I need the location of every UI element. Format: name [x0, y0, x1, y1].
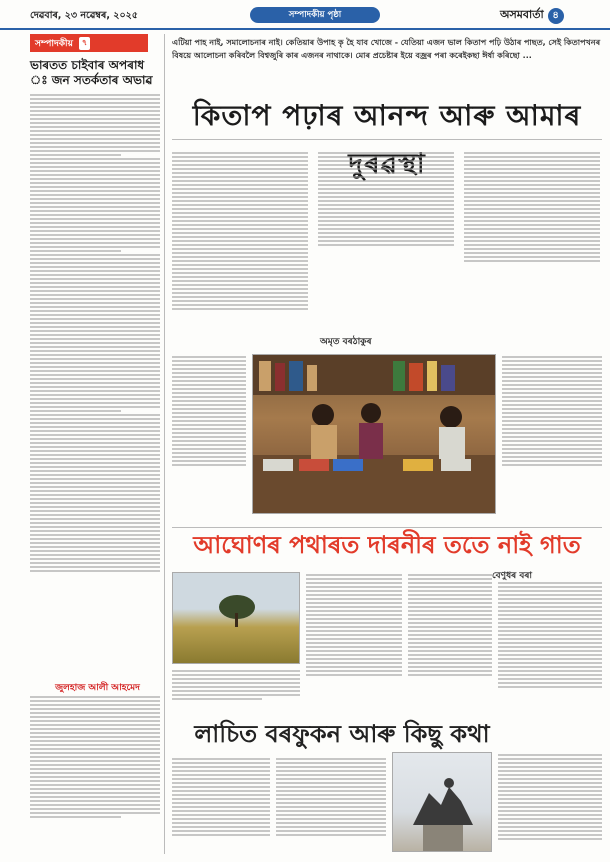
feature3-column-1	[172, 756, 270, 838]
masthead-name: অসমবাৰ্তা	[500, 8, 544, 21]
bookstore-photo	[252, 354, 496, 514]
editorial-title: ভাৰতত চাইবাৰ অপৰাধ ঃ জন সতৰ্কতাৰ অভাৱ	[30, 58, 153, 87]
feature-column-right	[502, 354, 602, 468]
feature3-column-2	[276, 756, 386, 838]
section-label: সম্পাদকীয় পৃষ্ঠা	[250, 7, 380, 23]
editorial-body-lower	[30, 694, 160, 820]
statue-illustration	[393, 753, 492, 852]
feature-column-3	[464, 150, 600, 264]
bookstore-illustration	[253, 355, 496, 514]
paddy-field-photo	[172, 572, 300, 664]
feature3-column-3	[498, 752, 602, 842]
feature-column-continued	[172, 354, 246, 468]
feature-byline: অমৃত বৰঠাকুৰ	[320, 337, 372, 347]
feature-column-1	[172, 150, 308, 312]
feature2-headline: আঘোণৰ পথাৰত দাৰনীৰ ততে নাই গাত	[172, 527, 602, 561]
masthead	[500, 6, 564, 25]
feature2-column-3	[408, 572, 492, 678]
editorial-body	[30, 94, 160, 572]
page-header	[0, 0, 610, 30]
lachit-statue-photo	[392, 752, 492, 852]
feature2-kicker: বেণুধৰ বৰা	[492, 571, 533, 581]
pull-quote: এটিয়া পাহ নাই, সমালোচনাৰ নাই। কেতিয়াৰ উপাহ কৃ হৈ যাব খোজে - যেতিয়া এজন ভাল কিতাপ পঢ়ি উঠাৰ পাছত, সেই কিতাপখনৰ বিষয়ে আলোচনা কৰিবলৈ বিশ্বজুৰি কাৰ এজনৰ নাথাকে। মোৰ প্ৰচেষ্টাৰ ইয়ে বজ্ৰৰ পৰা কৰেইকছা ঈৰ্ষা কৰিছো ...	[172, 38, 601, 60]
editorial-badge-number: ৭	[79, 37, 90, 50]
feature-column-2	[318, 150, 454, 248]
editorial-author: জুলহাজ আলী আহমেদ	[55, 683, 140, 693]
feature-headline: কিতাপ পঢ়াৰ আনন্দ আৰু আমাৰ	[172, 92, 602, 140]
paddy-field-illustration	[173, 573, 300, 664]
feature2-column-2	[306, 572, 402, 678]
feature2-column-4	[498, 580, 602, 690]
page-number: ৪	[548, 8, 564, 24]
dateline: দেৱবাৰ, ২৩ নৱেম্বৰ, ২০২৫	[30, 10, 138, 21]
feature2-column-1	[172, 668, 300, 702]
editorial-badge	[30, 34, 148, 52]
feature3-headline: লাচিত বৰফুকন আৰু কিছু কথা	[194, 720, 490, 748]
editorial-badge-label: সম্পাদকীয়	[35, 38, 73, 49]
